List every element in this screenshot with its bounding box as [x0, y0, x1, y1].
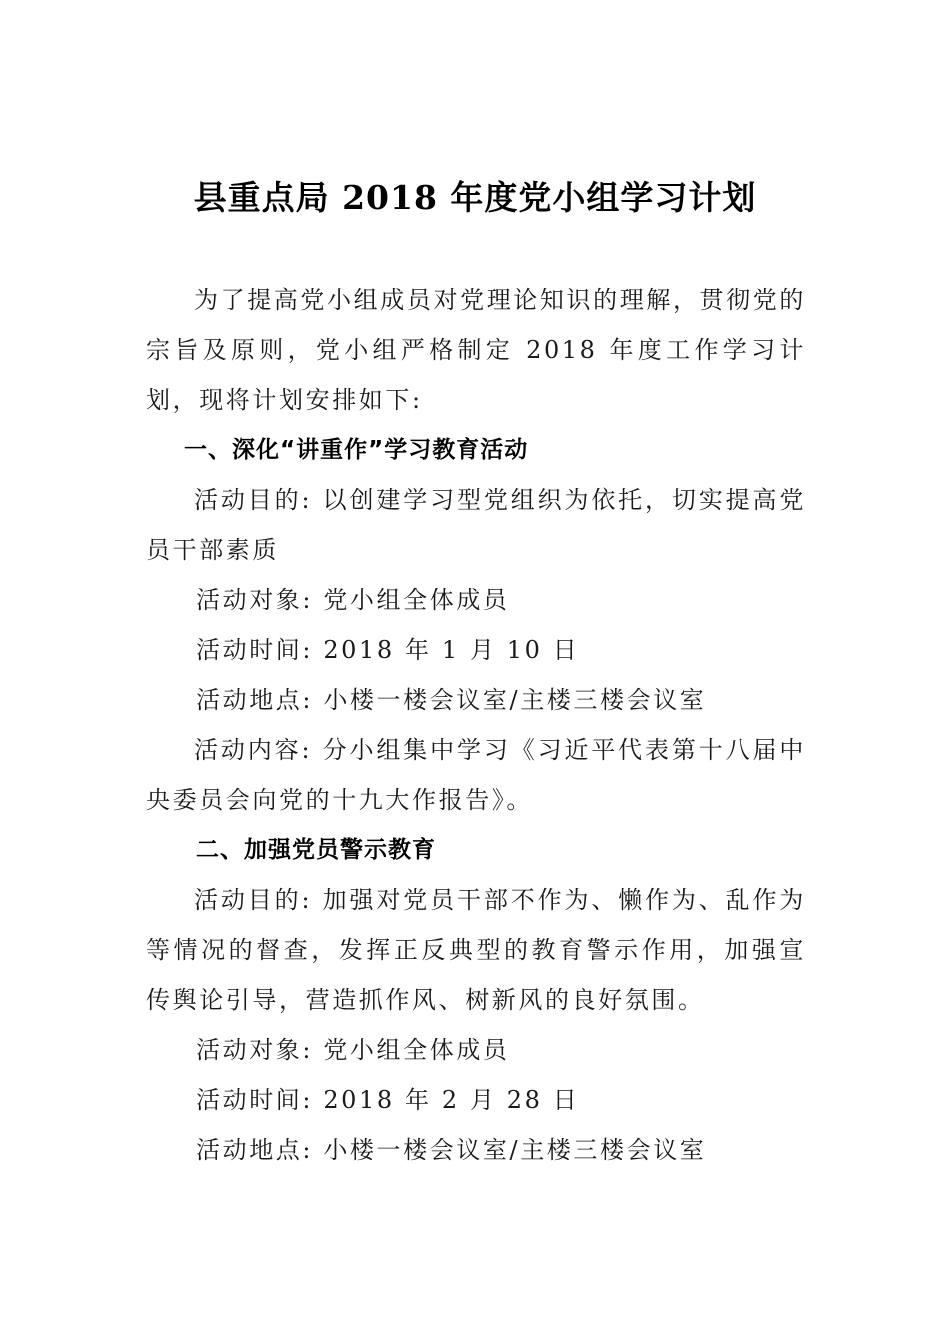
section-1-target: 活动对象: 党小组全体成员 [196, 586, 510, 614]
section-2-target: 活动对象: 党小组全体成员 [196, 1036, 510, 1064]
section-2-heading: 二、加强党员警示教育 [196, 837, 436, 863]
intro-paragraph: 为了提高党小组成员对党理论知识的理解，贯彻党的宗旨及原则，党小组严格制定 2018 年度工作学习计划，现将计划安排如下: [146, 286, 806, 414]
section-2-time: 活动时间: 2018 年 2 月 28 日 [196, 1086, 580, 1114]
section-1-purpose: 活动目的: 以创建学习型党组织为依托，切实提高党员干部素质 [146, 486, 806, 564]
section-1-heading: 一、深化“讲重作”学习教育活动 [184, 437, 529, 463]
document-title: 县重点局 2018 年度党小组学习计划 [193, 178, 757, 217]
document-body [146, 275, 806, 1175]
section-1-place: 活动地点: 小楼一楼会议室/主楼三楼会议室 [196, 686, 707, 714]
section-2-place: 活动地点: 小楼一楼会议室/主楼三楼会议室 [196, 1136, 707, 1164]
section-1-content: 活动内容: 分小组集中学习《习近平代表第十八届中央委员会向党的十九大作报告》。 [146, 736, 806, 814]
section-2-purpose: 活动目的: 加强对党员干部不作为、懒作为、乱作为等情况的督查，发挥正反典型的教育警示作用，加强宣传舆论引导，营造抓作风、树新风的良好氛围。 [146, 886, 806, 1014]
section-1-time: 活动时间: 2018 年 1 月 10 日 [196, 636, 580, 664]
